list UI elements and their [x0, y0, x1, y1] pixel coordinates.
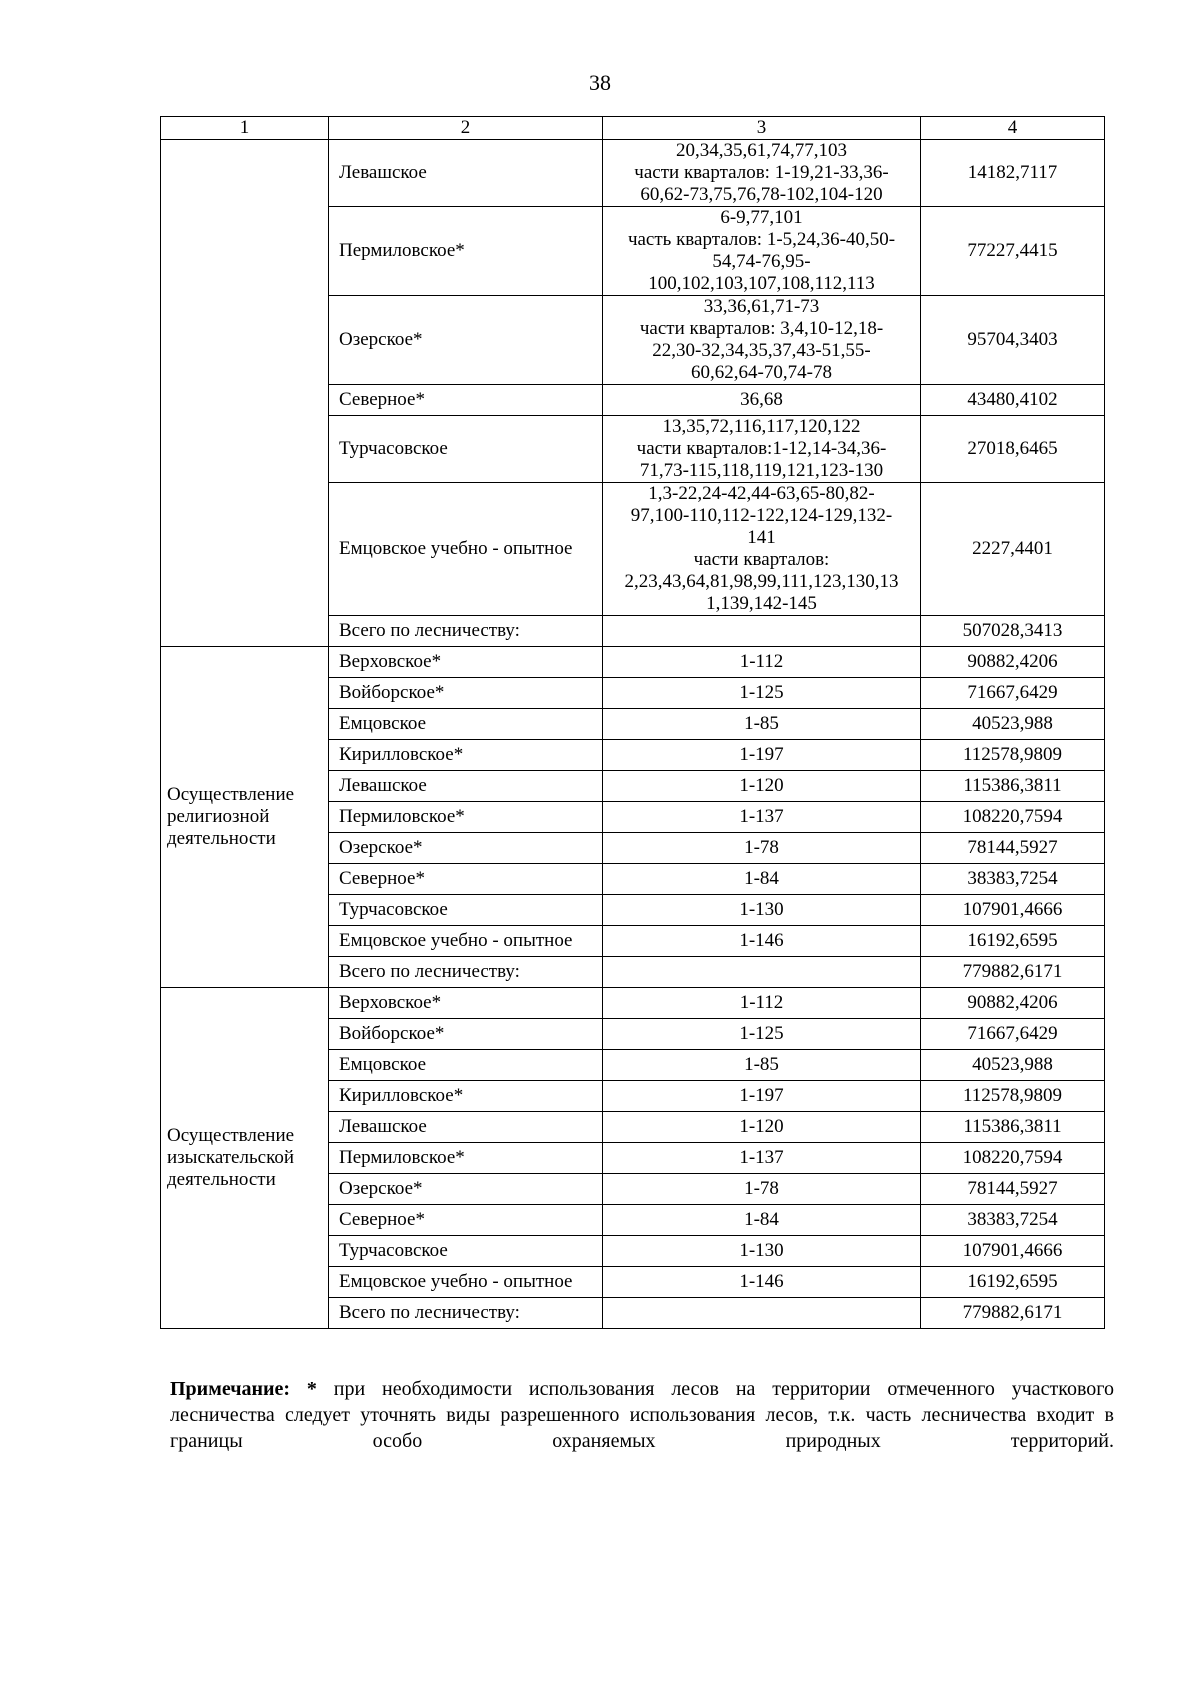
total-quarters-empty: [603, 957, 921, 988]
quarters-cell: 1-84: [603, 864, 921, 895]
quarters-cell: [603, 296, 921, 385]
purpose-cell: [161, 647, 329, 988]
quarters-line: 1,139,142-145: [706, 593, 817, 614]
area-value: 115386,3811: [921, 771, 1105, 802]
forestry-name: Емцовское: [329, 709, 603, 740]
area-value: 16192,6595: [921, 926, 1105, 957]
area-value: 43480,4102: [921, 385, 1105, 416]
quarters-cell: 1-130: [603, 895, 921, 926]
purpose-line: Осуществление: [167, 1125, 295, 1146]
area-value: 90882,4206: [921, 647, 1105, 678]
total-area: 779882,6171: [921, 1298, 1105, 1329]
quarters-line: части кварталов: 1-19,21-33,36-: [634, 162, 889, 183]
area-value: 107901,4666: [921, 895, 1105, 926]
forestry-name: Левашское: [329, 1112, 603, 1143]
footnote-label: Примечание: *: [170, 1378, 317, 1400]
forestry-name: Северное*: [329, 1205, 603, 1236]
quarters-line: 36,68: [740, 389, 783, 410]
quarters-line: 60,62-73,75,76,78-102,104-120: [640, 184, 883, 205]
forestry-name: Турчасовское: [329, 895, 603, 926]
quarters-cell: 1-125: [603, 678, 921, 709]
forestry-name: Емцовское учебно - опытное: [329, 483, 603, 616]
quarters-cell: 1-197: [603, 740, 921, 771]
purpose-line: религиозной: [167, 806, 270, 827]
area-value: 108220,7594: [921, 802, 1105, 833]
quarters-cell: 1-85: [603, 709, 921, 740]
forestry-name: Кирилловское*: [329, 1081, 603, 1112]
header-col-2: 2: [329, 117, 603, 140]
total-area: 507028,3413: [921, 616, 1105, 647]
forestry-name: Левашское: [329, 140, 603, 207]
total-label: Всего по лесничеству:: [329, 1298, 603, 1329]
forestry-name: Емцовское учебно - опытное: [329, 926, 603, 957]
quarters-line: 13,35,72,116,117,120,122: [662, 416, 861, 437]
area-value: 115386,3811: [921, 1112, 1105, 1143]
forestry-name: Озерское*: [329, 833, 603, 864]
forestry-name: Емцовское учебно - опытное: [329, 1267, 603, 1298]
purpose-line: Осуществление: [167, 784, 295, 805]
quarters-cell: 1-78: [603, 1174, 921, 1205]
forestry-name: Верховское*: [329, 988, 603, 1019]
area-value: 112578,9809: [921, 740, 1105, 771]
quarters-cell: 1-146: [603, 926, 921, 957]
quarters-line: 33,36,61,71-73: [703, 296, 820, 317]
quarters-cell: 1-130: [603, 1236, 921, 1267]
forestry-name: Войборское*: [329, 1019, 603, 1050]
quarters-cell: 1-112: [603, 988, 921, 1019]
quarters-cell: [603, 416, 921, 483]
area-value: 2227,4401: [921, 483, 1105, 616]
footnote: [170, 1376, 1114, 1454]
area-value: 27018,6465: [921, 416, 1105, 483]
forestry-name: Пермиловское*: [329, 1143, 603, 1174]
area-value: 108220,7594: [921, 1143, 1105, 1174]
quarters-line: 100,102,103,107,108,112,113: [648, 273, 875, 294]
purpose-line: деятельности: [167, 828, 276, 849]
forestry-name: Войборское*: [329, 678, 603, 709]
area-value: 90882,4206: [921, 988, 1105, 1019]
quarters-cell: 1-84: [603, 1205, 921, 1236]
table-header-row: [161, 117, 1105, 140]
quarters-cell: 1-197: [603, 1081, 921, 1112]
quarters-line: 20,34,35,61,74,77,103: [676, 140, 847, 161]
purpose-cell-empty: [161, 140, 329, 647]
quarters-line: 54,74-76,95-: [712, 251, 811, 272]
area-value: 16192,6595: [921, 1267, 1105, 1298]
forestry-name: Озерское*: [329, 1174, 603, 1205]
total-quarters-empty: [603, 1298, 921, 1329]
quarters-cell: 1-120: [603, 771, 921, 802]
table-row: [161, 988, 1105, 1019]
quarters-line: часть кварталов: 1-5,24,36-40,50-: [627, 229, 896, 250]
total-label: Всего по лесничеству:: [329, 957, 603, 988]
forestry-name: Озерское*: [329, 296, 603, 385]
quarters-cell: [603, 385, 921, 416]
header-col-4: 4: [921, 117, 1105, 140]
quarters-cell: 1-120: [603, 1112, 921, 1143]
quarters-line: 6-9,77,101: [720, 207, 803, 228]
area-value: 95704,3403: [921, 296, 1105, 385]
quarters-line: части кварталов: 3,4,10-12,18-: [639, 318, 884, 339]
forestry-name: Северное*: [329, 385, 603, 416]
quarters-cell: 1-137: [603, 802, 921, 833]
quarters-line: 97,100-110,112-122,124-129,132-: [630, 505, 893, 526]
quarters-cell: [603, 140, 921, 207]
forestry-name: Северное*: [329, 864, 603, 895]
quarters-line: 71,73-115,118,119,121,123-130: [639, 460, 884, 481]
table-row: [161, 647, 1105, 678]
forestry-name: Левашское: [329, 771, 603, 802]
purpose-line: изыскательской: [167, 1147, 295, 1168]
quarters-cell: 1-146: [603, 1267, 921, 1298]
area-value: 77227,4415: [921, 207, 1105, 296]
header-col-3: 3: [603, 117, 921, 140]
area-value: 14182,7117: [921, 140, 1105, 207]
forestry-name: Пермиловское*: [329, 802, 603, 833]
quarters-cell: 1-85: [603, 1050, 921, 1081]
total-label: Всего по лесничеству:: [329, 616, 603, 647]
quarters-line: части кварталов:: [693, 549, 830, 570]
quarters-cell: 1-112: [603, 647, 921, 678]
quarters-cell: 1-137: [603, 1143, 921, 1174]
area-value: 71667,6429: [921, 1019, 1105, 1050]
forestry-name: Турчасовское: [329, 1236, 603, 1267]
area-value: 112578,9809: [921, 1081, 1105, 1112]
area-value: 40523,988: [921, 709, 1105, 740]
area-value: 38383,7254: [921, 864, 1105, 895]
area-value: 38383,7254: [921, 1205, 1105, 1236]
area-value: 78144,5927: [921, 1174, 1105, 1205]
forestry-name: Верховское*: [329, 647, 603, 678]
table-row: [161, 140, 1105, 207]
total-area: 779882,6171: [921, 957, 1105, 988]
footnote-text: при необходимости использования лесов на территории отмеченного участкового лесничества следует уточнять виды разрешенного использования лесов, т.к. часть лесничества входит в границы особо охраняемых природных территорий.: [170, 1378, 1115, 1452]
forest-use-table: [160, 116, 1105, 1329]
area-value: 71667,6429: [921, 678, 1105, 709]
area-value: 107901,4666: [921, 1236, 1105, 1267]
page-number: 38: [589, 70, 611, 95]
total-quarters-empty: [603, 616, 921, 647]
purpose-cell: [161, 988, 329, 1329]
quarters-line: 2,23,43,64,81,98,99,111,123,130,13: [624, 571, 899, 592]
quarters-line: 22,30-32,34,35,37,43-51,55-: [652, 340, 871, 361]
quarters-cell: 1-78: [603, 833, 921, 864]
header-col-1: 1: [161, 117, 329, 140]
purpose-line: деятельности: [167, 1169, 276, 1190]
forestry-name: Пермиловское*: [329, 207, 603, 296]
quarters-cell: 1-125: [603, 1019, 921, 1050]
forestry-name: Турчасовское: [329, 416, 603, 483]
quarters-line: части кварталов:1-12,14-34,36-: [636, 438, 887, 459]
quarters-line: 141: [747, 527, 776, 548]
area-value: 78144,5927: [921, 833, 1105, 864]
area-value: 40523,988: [921, 1050, 1105, 1081]
quarters-cell: [603, 207, 921, 296]
quarters-line: 60,62,64-70,74-78: [691, 362, 832, 383]
forestry-name: Кирилловское*: [329, 740, 603, 771]
quarters-line: 1,3-22,24-42,44-63,65-80,82-: [648, 483, 875, 504]
forestry-name: Емцовское: [329, 1050, 603, 1081]
quarters-cell: [603, 483, 921, 616]
